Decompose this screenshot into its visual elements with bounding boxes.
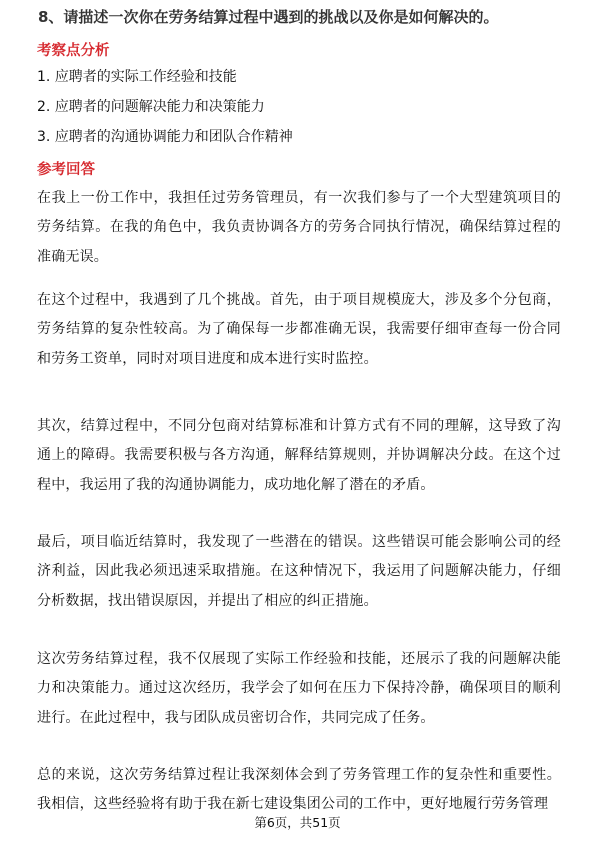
analysis-item: 3. 应聘者的沟通协调能力和团队合作精神 xyxy=(37,129,293,145)
answer-paragraph: 总的来说，这次劳务结算过程让我深刻体会到了劳务管理工作的复杂性和重要性。我相信，这些经验将有助于我在新七建设集团公司的工作中，更好地履行劳务管理 xyxy=(37,767,561,813)
analysis-heading: 考察点分析 xyxy=(37,43,110,59)
answer-paragraph: 在我上一份工作中，我担任过劳务管理员，有一次我们参与了一个大型建筑项目的劳务结算。在我的角色中，我负责协调各方的劳务合同执行情况，确保结算过程的准确无误。 xyxy=(37,190,561,265)
analysis-item: 1. 应聘者的实际工作经验和技能 xyxy=(37,69,237,85)
answer-paragraph: 最后，项目临近结算时，我发现了一些潜在的错误。这些错误可能会影响公司的经济利益，因此我必须迅速采取措施。在这种情况下，我运用了问题解决能力，仔细分析数据，找出错误原因，并提出了相应的纠正措施。 xyxy=(37,534,561,609)
analysis-item: 2. 应聘者的问题解决能力和决策能力 xyxy=(37,99,265,115)
answer-paragraph: 在这个过程中，我遇到了几个挑战。首先，由于项目规模庞大，涉及多个分包商，劳务结算的复杂性较高。为了确保每一步都准确无误，我需要仔细审查每一份合同和劳务工资单，同时对项目进度和成本进行实时监控。 xyxy=(37,292,561,367)
answer-paragraph: 其次，结算过程中，不同分包商对结算标准和计算方式有不同的理解，这导致了沟通上的障碍。我需要积极与各方沟通，解释结算规则，并协调解决分歧。在这个过程中，我运用了我的沟通协调能力，成功地化解了潜在的矛盾。 xyxy=(37,418,561,493)
analysis-list xyxy=(37,67,293,157)
previous-question-text: 8、请描述一次你在劳务结算过程中遇到的挑战以及你是如何解决的。 xyxy=(38,8,499,26)
page-number: 第6页，共51页 xyxy=(254,815,341,830)
answer-paragraph: 这次劳务结算过程，我不仅展现了实际工作经验和技能，还展示了我的问题解决能力和决策能力。通过这次经历，我学会了如何在压力下保持冷静，确保项目的顺利进行。在此过程中，我与团队成员密切合作，共同完成了任务。 xyxy=(37,651,561,726)
previous-question-cutoff xyxy=(38,8,499,26)
answer-heading: 参考回答 xyxy=(37,162,95,178)
